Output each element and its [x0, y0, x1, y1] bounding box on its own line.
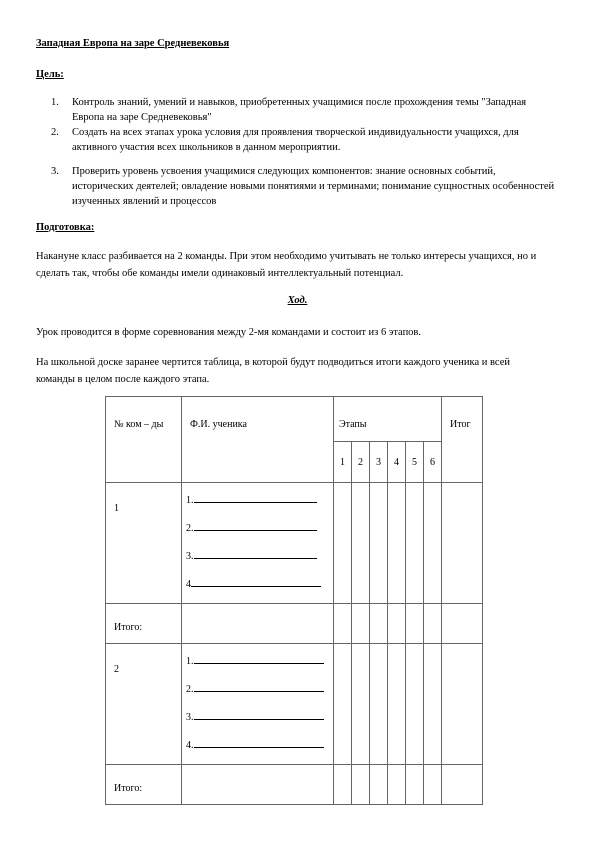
- students-cell: [182, 644, 334, 765]
- score-cell: [334, 604, 352, 644]
- blank-line: [194, 736, 324, 748]
- stage-cell: 3: [370, 442, 388, 483]
- stage-cell: 4: [388, 442, 406, 483]
- list-item-number: 3.: [51, 166, 59, 177]
- header-team-label: № ком – ды: [114, 419, 164, 430]
- blank-line: [194, 491, 317, 503]
- student-line: [186, 708, 333, 736]
- goals-list: [36, 95, 556, 209]
- student-line: [186, 680, 333, 708]
- header-team: [106, 397, 182, 483]
- total-cell: [442, 604, 483, 644]
- total-label-cell: [106, 604, 182, 644]
- students-cell: [182, 604, 334, 644]
- header-student-label: Ф.И. ученика: [190, 419, 247, 430]
- page-title: Западная Европа на заре Средневековья: [36, 38, 230, 49]
- table-row: [106, 604, 483, 644]
- student-line: [186, 575, 333, 603]
- team-number: 2: [114, 664, 119, 675]
- board-paragraph: На школьной доске заранее чертится таблица, в которой будут подводиться итоги каждого ученика и всей команды в целом после каждого этапа.: [36, 357, 510, 385]
- student-number: 4: [186, 579, 191, 590]
- score-cell: [388, 604, 406, 644]
- team-number-cell: [106, 483, 182, 604]
- blank-line: [194, 652, 324, 664]
- list-item-number: 2.: [51, 127, 59, 138]
- stage-cell: 1: [334, 442, 352, 483]
- list-item-number: 1.: [51, 97, 59, 108]
- list-item-text: Проверить уровень усвоения учащимися следующих компонентов: знание основных событий, исторических деятелей; овладение новыми понятиями и терминами; понимание сущностных особенностей изученных явлений и процессов: [72, 166, 555, 207]
- score-cell: [370, 765, 388, 805]
- score-cell: [424, 483, 442, 604]
- goal-heading: Цель:: [36, 69, 64, 80]
- student-number: 1.: [186, 656, 194, 667]
- students-cell: [182, 765, 334, 805]
- score-cell: [370, 604, 388, 644]
- score-cell: [406, 483, 424, 604]
- student-number: 3.: [186, 551, 194, 562]
- list-item-text: Контроль знаний, умений и навыков, приобретенных учащимися после прохождения темы "Западная Европа на заре Средневековья": [72, 97, 527, 123]
- header-stages: [334, 397, 442, 442]
- blank-line: [194, 680, 324, 692]
- score-cell: [352, 765, 370, 805]
- score-cell: [370, 483, 388, 604]
- total-cell: [442, 644, 483, 765]
- student-number: 2.: [186, 523, 194, 534]
- course-heading: Ход.: [287, 295, 308, 306]
- score-cell: [370, 644, 388, 765]
- blank-line: [194, 519, 317, 531]
- total-cell: [442, 483, 483, 604]
- score-cell: [352, 483, 370, 604]
- score-cell: [352, 604, 370, 644]
- team-number: 1: [114, 503, 119, 514]
- score-cell: [406, 765, 424, 805]
- results-table: [105, 396, 483, 805]
- student-number: 2.: [186, 684, 194, 695]
- student-line: [186, 736, 333, 764]
- blank-line: [194, 708, 324, 720]
- score-cell: [334, 644, 352, 765]
- student-line: [186, 547, 333, 575]
- header-total: [442, 397, 483, 483]
- table-row: [106, 644, 483, 765]
- score-cell: [334, 765, 352, 805]
- total-label: Итого:: [114, 622, 143, 633]
- team-number-cell: [106, 644, 182, 765]
- table-row: [106, 483, 483, 604]
- total-label-cell: [106, 765, 182, 805]
- score-cell: [406, 604, 424, 644]
- total-label: Итого:: [114, 783, 143, 794]
- lesson-paragraph: Урок проводится в форме соревнования между 2-мя командами и состоит из 6 этапов.: [36, 327, 422, 338]
- student-number: 4.: [186, 740, 194, 751]
- list-item: [36, 95, 556, 125]
- score-cell: [388, 765, 406, 805]
- student-number: 1.: [186, 495, 194, 506]
- score-cell: [424, 604, 442, 644]
- table-header-row: [106, 397, 483, 442]
- score-cell: [334, 483, 352, 604]
- list-item-text: Создать на всех этапах урока условия для проявления творческой индивидуальности учащихся, для активного участия всех школьников в данном мероприятии.: [72, 127, 519, 153]
- blank-line: [194, 547, 317, 559]
- list-item: [36, 164, 556, 209]
- student-line: [186, 491, 333, 519]
- score-cell: [388, 644, 406, 765]
- blank-line: [191, 575, 321, 587]
- prep-heading: Подготовка:: [36, 222, 95, 233]
- header-stages-label: Этапы: [339, 419, 367, 430]
- score-cell: [406, 644, 424, 765]
- students-cell: [182, 483, 334, 604]
- score-cell: [424, 765, 442, 805]
- student-number: 3.: [186, 712, 194, 723]
- score-cell: [352, 644, 370, 765]
- student-line: [186, 652, 333, 680]
- header-student: [182, 397, 334, 483]
- student-line: [186, 519, 333, 547]
- prep-paragraph: Накануне класс разбивается на 2 команды. При этом необходимо учитывать не только интересы учащихся, но и сделать так, чтобы обе команды имели одинаковый интеллектуальный потенциал.: [36, 251, 537, 279]
- stage-cell: 2: [352, 442, 370, 483]
- header-total-label: Итог: [450, 419, 471, 430]
- stage-cell: 6: [424, 442, 442, 483]
- stage-cell: 5: [406, 442, 424, 483]
- score-cell: [388, 483, 406, 604]
- table-row: [106, 765, 483, 805]
- score-cell: [424, 644, 442, 765]
- total-cell: [442, 765, 483, 805]
- list-item: [36, 125, 556, 155]
